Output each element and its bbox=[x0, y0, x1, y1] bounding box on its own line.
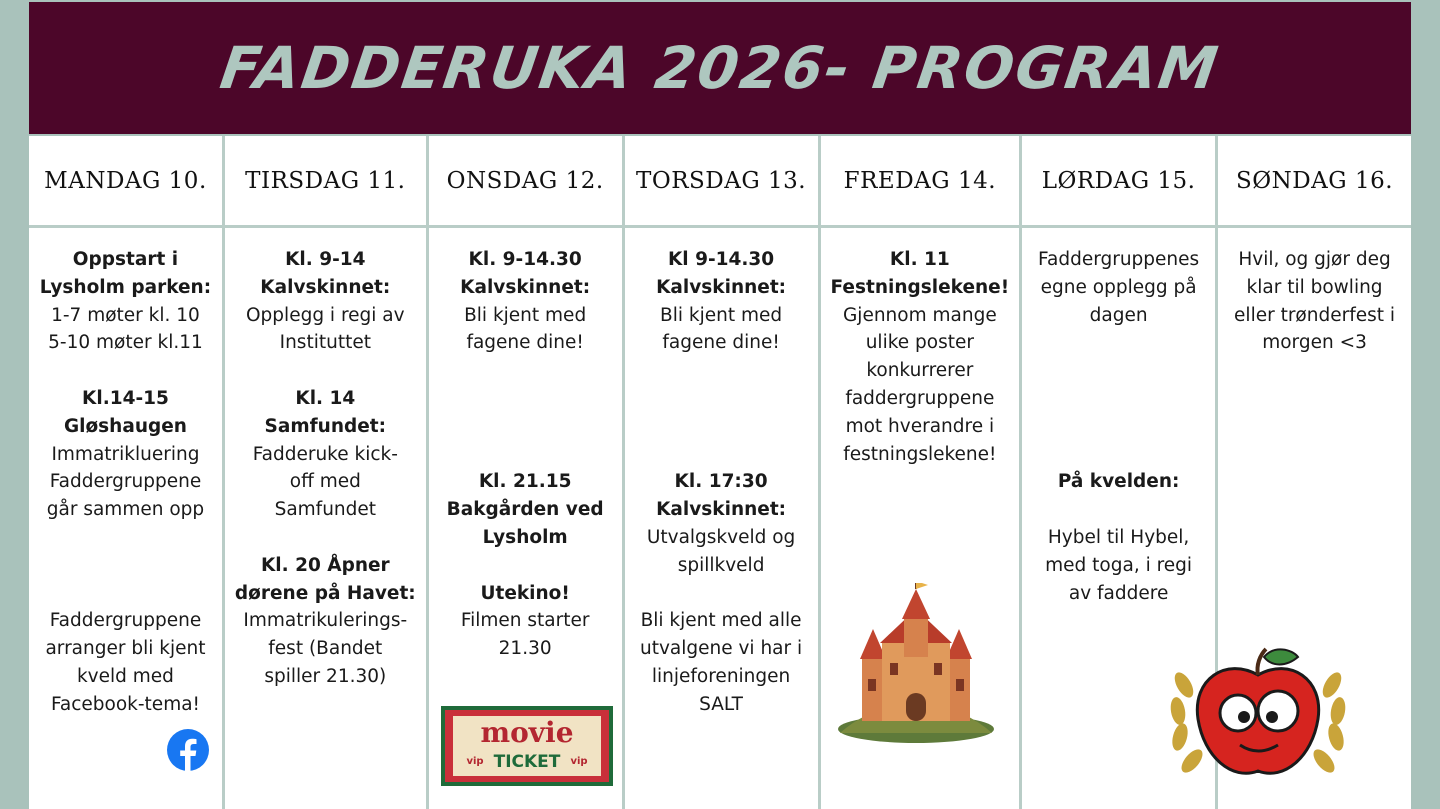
event-line: festningslekene! bbox=[843, 443, 997, 465]
day-cell-tuesday bbox=[225, 228, 426, 809]
event-line: av faddere bbox=[1068, 582, 1169, 604]
event-line: Lysholm bbox=[482, 526, 568, 548]
event-line: morgen <3 bbox=[1262, 332, 1367, 354]
event-line: Kl. 20 Åpner bbox=[260, 554, 390, 576]
day-cell-sunday bbox=[1218, 228, 1411, 809]
event-line: Kl. 21.15 bbox=[478, 471, 572, 493]
event-line: Gjennom mange bbox=[842, 304, 997, 326]
day-cell-monday bbox=[29, 228, 222, 809]
event-line: Kl. 11 bbox=[889, 249, 950, 270]
event-line: Kl. 14 bbox=[295, 387, 356, 409]
block-spacer bbox=[225, 357, 426, 385]
day-cell-thursday bbox=[625, 228, 818, 809]
svg-text:vip: vip bbox=[570, 756, 588, 767]
event-block bbox=[225, 385, 426, 524]
block-spacer bbox=[625, 580, 818, 608]
event-line: Bakgården ved bbox=[446, 499, 604, 521]
day-header-friday: FREDAG 14. bbox=[821, 136, 1020, 225]
event-line: Kalvskinnet: bbox=[460, 276, 591, 298]
event-line: Kl 9-14.30 bbox=[667, 249, 775, 270]
day-cell-wednesday bbox=[429, 228, 622, 809]
event-line: Oppstart i bbox=[72, 249, 179, 270]
event-line: konkurrerer bbox=[866, 360, 974, 382]
block-spacer bbox=[225, 524, 426, 552]
block-spacer bbox=[429, 552, 622, 580]
event-line: spillkveld bbox=[677, 554, 765, 576]
event-block bbox=[29, 607, 222, 718]
event-line: dørene på Havet: bbox=[234, 582, 416, 604]
event-block bbox=[625, 607, 818, 718]
event-block bbox=[1218, 246, 1411, 357]
day-cell-friday bbox=[821, 228, 1020, 809]
movie-ticket-icon bbox=[441, 706, 613, 786]
event-line: Immatrikluering bbox=[51, 443, 200, 465]
event-block bbox=[29, 246, 222, 357]
block-spacer bbox=[1022, 496, 1215, 524]
event-line: Filmen starter bbox=[460, 610, 590, 632]
svg-text:TICKET: TICKET bbox=[493, 752, 561, 772]
event-line: Festningslekene! bbox=[830, 276, 1010, 298]
event-line: Bli kjent med alle bbox=[640, 610, 802, 632]
event-line: Kalvskinnet: bbox=[260, 276, 391, 298]
event-line: Fadderuke kick- bbox=[252, 443, 398, 465]
event-line: utvalgene vi har i bbox=[639, 638, 803, 660]
event-line: Utvalgskveld og bbox=[646, 526, 796, 548]
event-line: Instituttet bbox=[279, 332, 371, 354]
event-block bbox=[429, 468, 622, 551]
day-header-wednesday: ONSDAG 12. bbox=[429, 136, 622, 225]
svg-text:vip: vip bbox=[466, 756, 484, 767]
program-grid bbox=[29, 136, 1411, 809]
event-line: Faddergruppene bbox=[49, 610, 202, 632]
day-header-saturday: LØRDAG 15. bbox=[1022, 136, 1215, 225]
event-line: kveld med bbox=[76, 665, 174, 687]
block-spacer bbox=[625, 357, 818, 468]
event-line: SALT bbox=[699, 693, 743, 715]
event-line: Samfundet: bbox=[264, 415, 387, 437]
day-header-monday: MANDAG 10. bbox=[29, 136, 222, 225]
event-line: Faddergruppenes bbox=[1038, 249, 1200, 270]
event-block bbox=[225, 552, 426, 691]
event-block bbox=[1022, 524, 1215, 607]
day-header-thursday: TORSDAG 13. bbox=[625, 136, 818, 225]
event-block bbox=[1022, 246, 1215, 329]
event-line: 1-7 møter kl. 10 bbox=[51, 304, 200, 326]
event-line: mot hverandre i bbox=[845, 415, 995, 437]
event-line: linjeforeningen bbox=[651, 665, 791, 687]
event-line: off med bbox=[289, 471, 361, 493]
block-spacer bbox=[429, 357, 622, 468]
event-line: Immatrikulerings- bbox=[243, 610, 408, 632]
page-title: FADDERUKA 2026- PROGRAM bbox=[216, 34, 1224, 102]
event-line: går sammen opp bbox=[46, 499, 205, 521]
event-line: Kalvskinnet: bbox=[656, 276, 787, 298]
event-line: Kl. 9-14 bbox=[285, 249, 366, 270]
block-spacer bbox=[29, 357, 222, 385]
event-block bbox=[625, 468, 818, 579]
event-line: ulike poster bbox=[865, 332, 974, 354]
event-line: 21.30 bbox=[498, 638, 552, 660]
event-line: dagen bbox=[1089, 304, 1148, 326]
event-line: Utekino! bbox=[480, 582, 570, 604]
event-block bbox=[225, 246, 426, 357]
event-line: Facebook-tema! bbox=[50, 693, 200, 715]
event-line: Kl. 9-14.30 bbox=[468, 249, 582, 270]
event-line: Opplegg i regi av bbox=[246, 304, 405, 326]
event-line: Faddergruppene bbox=[49, 471, 202, 493]
svg-text:movie: movie bbox=[480, 716, 574, 749]
event-line: Kl. 17:30 bbox=[674, 471, 768, 493]
event-block bbox=[625, 246, 818, 357]
event-line: egne opplegg på bbox=[1040, 276, 1197, 298]
block-spacer bbox=[1022, 329, 1215, 468]
event-line: fagene dine! bbox=[466, 332, 584, 354]
event-line: 5-10 møter kl.11 bbox=[48, 332, 203, 354]
event-block bbox=[821, 246, 1020, 468]
event-line: Hybel til Hybel, bbox=[1047, 526, 1190, 548]
block-spacer bbox=[29, 524, 222, 607]
event-line: Lysholm parken: bbox=[39, 276, 212, 298]
event-line: Hvil, og gjør deg bbox=[1238, 249, 1391, 270]
event-line: Kl.14-15 bbox=[82, 387, 169, 409]
event-block bbox=[1022, 468, 1215, 496]
apple-mascot-icon bbox=[1166, 645, 1350, 791]
event-line: På kvelden: bbox=[1057, 471, 1180, 493]
event-line: fest (Bandet bbox=[268, 638, 383, 660]
event-line: arranger bli kjent bbox=[45, 638, 206, 660]
event-line: med toga, i regi bbox=[1045, 554, 1193, 576]
event-block bbox=[429, 246, 622, 357]
facebook-icon bbox=[166, 728, 210, 772]
event-line: fagene dine! bbox=[662, 332, 780, 354]
event-block bbox=[429, 580, 622, 663]
day-header-tuesday: TIRSDAG 11. bbox=[225, 136, 426, 225]
event-line: Bli kjent med bbox=[464, 304, 587, 326]
event-line: eller trønderfest i bbox=[1234, 304, 1396, 326]
event-block bbox=[29, 385, 222, 524]
title-banner bbox=[29, 2, 1411, 134]
event-line: Kalvskinnet: bbox=[656, 499, 787, 521]
day-header-sunday: SØNDAG 16. bbox=[1218, 136, 1411, 225]
event-line: Gløshaugen bbox=[63, 415, 187, 437]
castle-icon bbox=[836, 583, 996, 743]
event-line: faddergruppene bbox=[845, 387, 995, 409]
event-line: spiller 21.30) bbox=[264, 665, 387, 687]
event-line: Samfundet bbox=[274, 499, 377, 521]
event-line: Bli kjent med bbox=[660, 304, 783, 326]
event-line: klar til bowling bbox=[1246, 276, 1383, 298]
